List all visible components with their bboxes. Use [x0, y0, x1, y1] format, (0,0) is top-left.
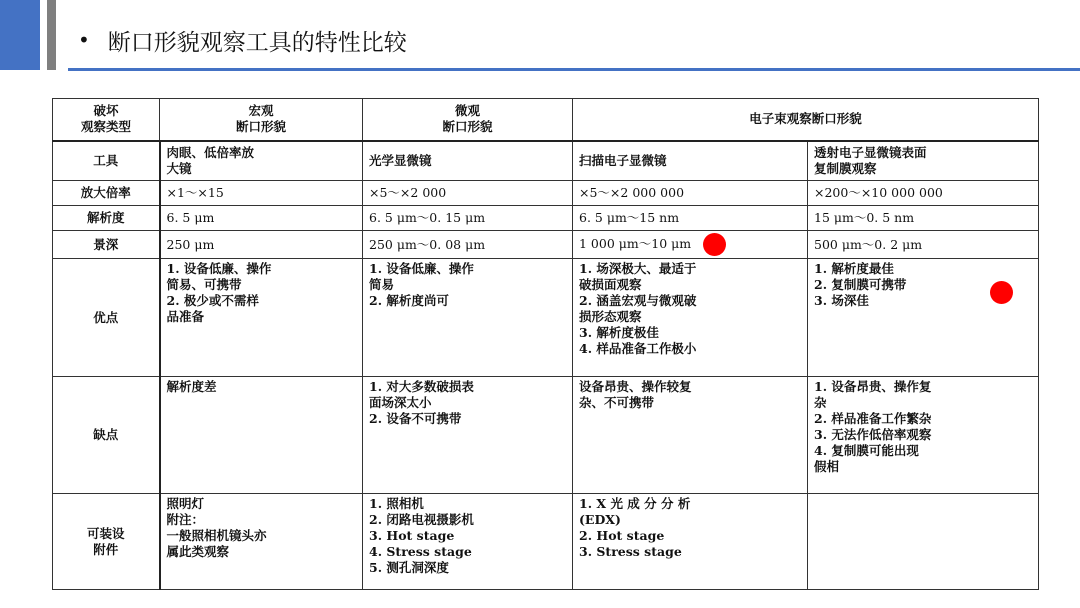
table-header-row — [53, 99, 1039, 141]
title-underline — [68, 68, 1080, 71]
cell-line: 一般照相机镜头亦 — [166, 528, 267, 543]
header-macro-line: 宏观 — [248, 103, 274, 119]
cell-line: 1. 对大多数破损表 — [369, 379, 474, 394]
header-micro — [363, 99, 573, 141]
row-label-line: 附件 — [93, 541, 119, 557]
cell-line: 2. 涵盖宏观与微观破 — [579, 293, 697, 308]
cell-line: 复制膜观察 — [814, 160, 877, 176]
cell-pros-micro — [363, 259, 573, 377]
header-micro-line: 断口形貌 — [442, 119, 493, 135]
cell-line: 1. 解析度最佳 — [814, 261, 894, 276]
header-corner-line: 观察类型 — [80, 119, 131, 135]
cell-cons-macro — [160, 377, 363, 494]
cell-line: 透射电子显微镜表面 — [814, 144, 927, 160]
cell-line: 1. 设备昂贵、操作复 — [814, 379, 932, 394]
cell-line: 属此类观察 — [166, 544, 230, 559]
row-label-resolution: 解析度 — [53, 206, 160, 231]
cell-cons-tem — [808, 377, 1039, 494]
cell-line: 1. 场深极大、最适于 — [579, 261, 697, 276]
cell-res-sem: 6. 5 μm～15 nm — [573, 206, 808, 231]
comparison-table — [52, 98, 1039, 590]
cell-pros-tem — [808, 259, 1039, 377]
red-dot-marker — [703, 233, 726, 256]
cell-line: 假相 — [814, 459, 840, 474]
cell-line: 3. Hot stage — [369, 528, 455, 543]
header-corner — [53, 99, 160, 141]
cell-mag-micro: ×5～×2 000 — [363, 181, 573, 206]
header-corner-line: 破坏 — [93, 103, 119, 119]
cell-line: 1. X 光 成 分 分 析 — [579, 496, 691, 511]
title-row — [78, 22, 407, 58]
cell-mag-sem: ×5～×2 000 000 — [573, 181, 808, 206]
cell-res-micro: 6. 5 μm～0. 15 μm — [363, 206, 573, 231]
row-label-magnification: 放大倍率 — [53, 181, 160, 206]
cell-depth-tem: 500 μm～0. 2 μm — [808, 231, 1039, 259]
row-label-line: 可装设 — [86, 525, 125, 541]
cell-tool-tem — [808, 141, 1039, 181]
cell-pros-sem — [573, 259, 808, 377]
cell-line: 品准备 — [166, 309, 205, 324]
cell-cons-sem — [573, 377, 808, 494]
header-macro — [160, 99, 363, 141]
header-micro-line: 微观 — [454, 103, 480, 119]
cell-line: 解析度差 — [166, 379, 217, 394]
table-row-depth — [53, 231, 1039, 259]
cell-line: 2. 解析度尚可 — [369, 293, 449, 308]
cell-line: 简易 — [369, 277, 395, 292]
cell-line: 2. 复制膜可携带 — [814, 277, 907, 292]
cell-line: 损形态观察 — [579, 309, 642, 324]
cell-tool-sem: 扫描电子显微镜 — [573, 141, 808, 181]
cell-line: 照明灯 — [166, 496, 205, 511]
cell-line: 2. 极少或不需样 — [166, 293, 259, 308]
cell-line: 2. 样品准备工作繁杂 — [814, 411, 932, 426]
cell-line: 3. 解析度极佳 — [579, 325, 659, 340]
header-macro-line: 断口形貌 — [235, 119, 286, 135]
row-label-pros: 优点 — [53, 259, 160, 377]
cell-line: 4. Stress stage — [369, 544, 472, 559]
table-row-accessories — [53, 494, 1039, 590]
cell-line: 2. 闭路电视摄影机 — [369, 512, 474, 527]
cell-line: 设备昂贵、操作较复 — [579, 379, 692, 394]
row-label-accessories — [53, 494, 160, 590]
cell-acc-macro — [160, 494, 363, 590]
cell-line: 杂 — [814, 395, 827, 410]
cell-line: 4. 复制膜可能出现 — [814, 443, 919, 458]
cell-mag-tem: ×200～×10 000 000 — [808, 181, 1039, 206]
cell-line: 面场深太小 — [369, 395, 432, 410]
cell-line: 杂、不可携带 — [579, 395, 655, 410]
accent-bar-gray — [47, 0, 56, 70]
cell-line: 肉眼、低倍率放 — [166, 144, 255, 160]
cell-line: 1. 设备低廉、操作 — [369, 261, 474, 276]
cell-line: 3. 场深佳 — [814, 293, 869, 308]
header-electron: 电子束观察断口形貌 — [573, 99, 1039, 141]
table-row-tool — [53, 141, 1039, 181]
cell-pros-macro — [160, 259, 363, 377]
cell-line: 3. Stress stage — [579, 544, 682, 559]
accent-bar-blue — [0, 0, 40, 70]
cell-line: 5. 测孔洞深度 — [369, 560, 449, 575]
cell-acc-sem — [573, 494, 808, 590]
table-row-resolution — [53, 206, 1039, 231]
table-row-magnification — [53, 181, 1039, 206]
cell-cons-micro — [363, 377, 573, 494]
cell-line: 破损面观察 — [579, 277, 642, 292]
cell-acc-micro — [363, 494, 573, 590]
red-dot-marker — [990, 281, 1013, 304]
cell-line: 1. 照相机 — [369, 496, 424, 511]
row-label-cons: 缺点 — [53, 377, 160, 494]
cell-res-tem: 15 μm～0. 5 nm — [808, 206, 1039, 231]
slide-title: 断口形貌观察工具的特性比较 — [107, 29, 407, 56]
cell-depth-sem-text: 1 000 μm～10 μm — [579, 236, 692, 251]
table-row-pros — [53, 259, 1039, 377]
cell-line: 2. 设备不可携带 — [369, 411, 462, 426]
cell-mag-macro: ×1～×15 — [160, 181, 363, 206]
table-row-cons — [53, 377, 1039, 494]
cell-acc-tem — [808, 494, 1039, 590]
cell-depth-micro: 250 μm～0. 08 μm — [363, 231, 573, 259]
cell-line: 2. Hot stage — [579, 528, 665, 543]
cell-depth-sem — [573, 231, 808, 259]
cell-line: 1. 设备低廉、操作 — [166, 261, 272, 276]
cell-line: 4. 样品准备工作极小 — [579, 341, 697, 356]
cell-line: 大镜 — [166, 160, 192, 176]
cell-line: 3. 无法作低倍率观察 — [814, 427, 932, 442]
title-bullet: • — [78, 28, 90, 52]
cell-line: 简易、可携带 — [166, 277, 242, 292]
cell-tool-macro — [160, 141, 363, 181]
cell-line: 附注： — [166, 512, 205, 527]
cell-line: (EDX) — [579, 512, 621, 527]
cell-tool-micro: 光学显微镜 — [363, 141, 573, 181]
row-label-tool: 工具 — [53, 141, 160, 181]
cell-depth-macro: 250 μm — [160, 231, 363, 259]
cell-res-macro: 6. 5 μm — [160, 206, 363, 231]
row-label-depth: 景深 — [53, 231, 160, 259]
